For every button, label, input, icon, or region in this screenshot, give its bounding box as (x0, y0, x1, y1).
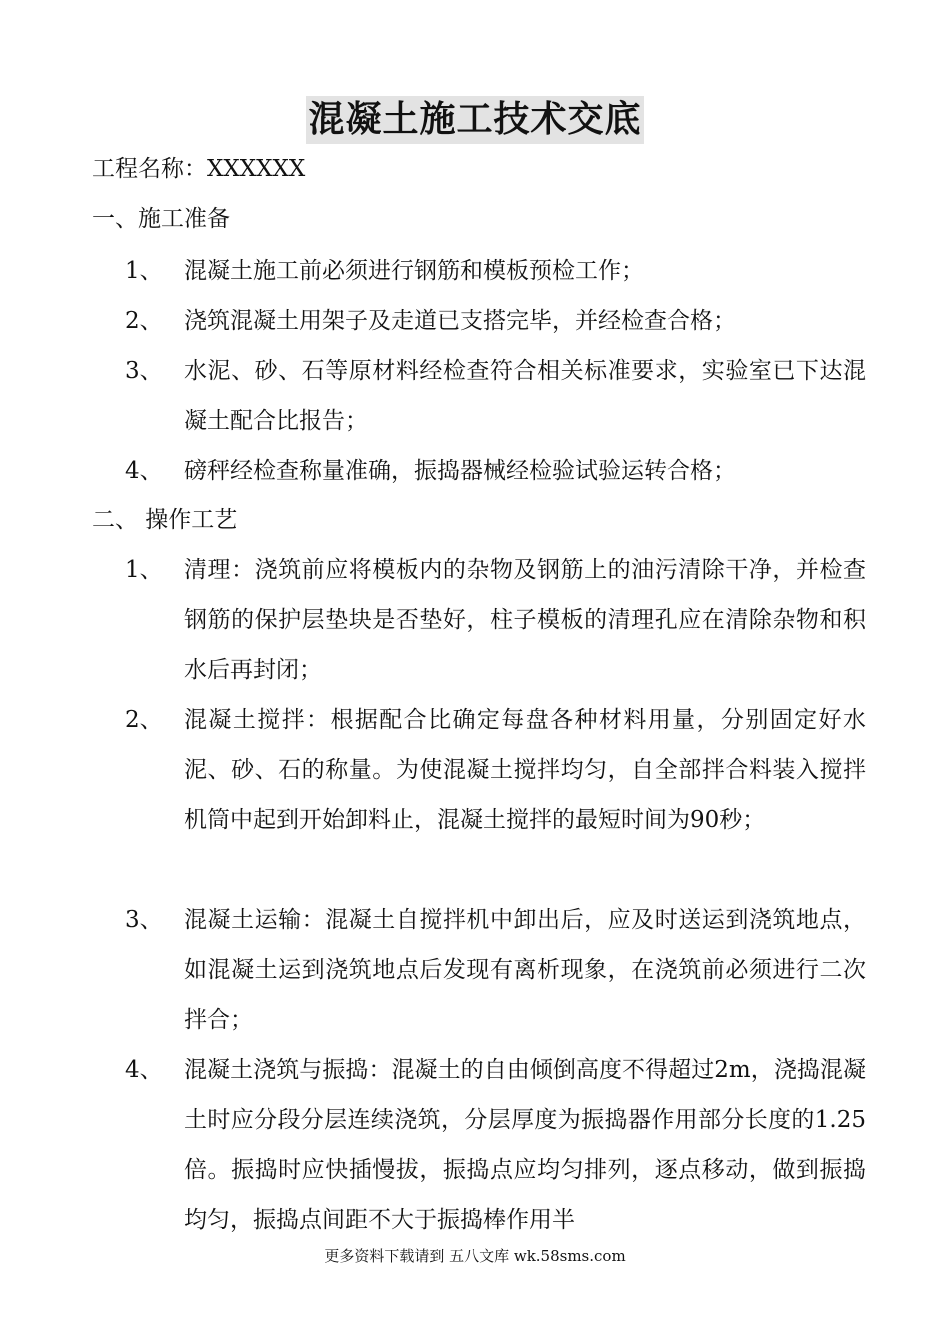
item-text: 清理：浇筑前应将模板内的杂物及钢筋上的油污清除干净，并检查钢筋的保护层垫块是否垫好，柱子模板的清理孔应在清除杂物和积水后再封闭； (184, 557, 866, 683)
item-text: 磅秤经检查称量准确，振捣器械经检验试验运转合格； (184, 458, 736, 484)
item-text: 混凝土运输：混凝土自搅拌机中卸出后，应及时送运到浇筑地点，如混凝土运到浇筑地点后发现有离析现象，在浇筑前必须进行二次拌合； (184, 907, 866, 1033)
item-text: 浇筑混凝土用架子及走道已支搭完毕，并经检查合格； (184, 308, 736, 334)
title-wrapper (0, 96, 950, 144)
section-heading-preparation: 一、施工准备 (92, 206, 230, 232)
section-heading-process: 二、 操作工艺 (92, 507, 238, 533)
item-number: 3、 (125, 358, 163, 384)
item-text: 水泥、砂、石等原材料经检查符合相关标准要求，实验室已下达混凝土配合比报告； (184, 358, 866, 434)
document-title: 混凝土施工技术交底 (306, 96, 643, 144)
item-text: 混凝土搅拌：根据配合比确定每盘各种材料用量，分别固定好水泥、砂、石的称量。为使混凝土搅拌均匀，自全部拌合料装入搅拌机筒中起到开始卸料止，混凝土搅拌的最短时间为90秒； (184, 707, 866, 833)
item-text: 混凝土施工前必须进行钢筋和模板预检工作； (184, 258, 644, 284)
item-number: 1、 (125, 258, 163, 284)
project-name: 工程名称：XXXXXX (92, 156, 306, 182)
item-number: 4、 (125, 1057, 163, 1083)
item-text: 混凝土浇筑与振捣：混凝土的自由倾倒高度不得超过2m，浇捣混凝土时应分段分层连续浇筑，分层厚度为振捣器作用部分长度的1.25倍。振捣时应快插慢拔，振捣点应均匀排列，逐点移动，做到振捣均匀，振捣点间距不大于振捣棒作用半 (184, 1057, 866, 1233)
footer-note: 更多资料下载请到 五八文库 wk.58sms.com (324, 1247, 626, 1265)
item-number: 1、 (125, 557, 163, 583)
item-number: 2、 (125, 707, 163, 733)
item-number: 2、 (125, 308, 163, 334)
item-number: 4、 (125, 458, 163, 484)
item-number: 3、 (125, 907, 163, 933)
